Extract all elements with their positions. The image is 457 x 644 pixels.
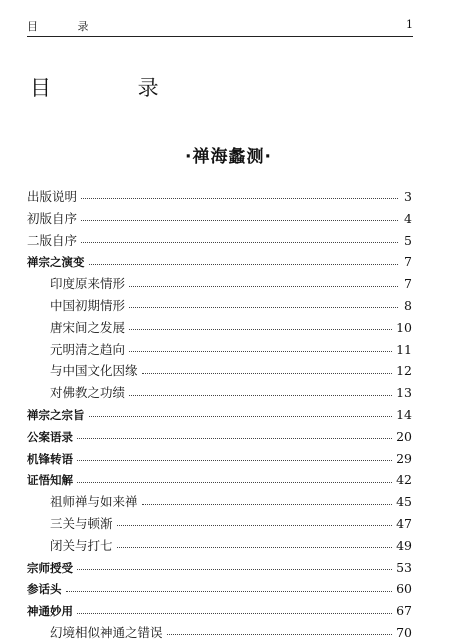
toc-entry-page: 42 bbox=[396, 472, 412, 488]
page-number: 1 bbox=[406, 18, 413, 31]
dot-leader bbox=[167, 634, 393, 635]
dot-leader bbox=[77, 460, 392, 461]
toc-entry-title: 幻境相似神通之错误 bbox=[50, 624, 163, 640]
dot-leader bbox=[77, 482, 392, 483]
running-header-title: 目 录 bbox=[27, 20, 107, 33]
toc-entry-page: 29 bbox=[396, 450, 412, 466]
toc-entry-page: 7 bbox=[404, 254, 412, 270]
dot-leader bbox=[117, 547, 393, 548]
dot-leader bbox=[142, 504, 393, 505]
toc-entry bbox=[27, 600, 412, 622]
dot-leader bbox=[77, 438, 392, 439]
toc-entry-title: 二版自序 bbox=[27, 232, 78, 248]
dot-leader bbox=[129, 307, 398, 308]
toc-entry-title: 禅宗之演变 bbox=[27, 255, 85, 270]
toc-entry bbox=[27, 295, 412, 317]
toc-entry bbox=[27, 513, 412, 535]
dot-leader bbox=[129, 351, 392, 352]
toc-entry-page: 10 bbox=[396, 319, 412, 335]
dot-leader bbox=[117, 525, 393, 526]
dot-leader bbox=[89, 416, 393, 417]
toc-entry bbox=[27, 317, 412, 339]
toc-entry-page: 47 bbox=[396, 515, 412, 531]
dot-leader bbox=[129, 286, 398, 287]
dot-leader bbox=[77, 613, 392, 614]
dot-leader bbox=[66, 591, 393, 592]
toc-entry-title: 中国初期情形 bbox=[50, 297, 126, 313]
toc-entry bbox=[27, 208, 412, 230]
toc-entry-page: 11 bbox=[396, 341, 412, 357]
toc-entry bbox=[27, 273, 412, 295]
toc-entry-title: 机锋转语 bbox=[27, 451, 73, 466]
toc-entry bbox=[27, 360, 412, 382]
toc-entry-title: 对佛教之功绩 bbox=[50, 385, 126, 401]
dot-leader bbox=[89, 264, 399, 265]
toc-entry bbox=[27, 230, 412, 252]
page-title: 目 录 bbox=[30, 76, 199, 100]
toc-entry bbox=[27, 251, 412, 273]
dot-leader bbox=[129, 395, 392, 396]
toc-entry bbox=[27, 448, 412, 470]
toc-entry bbox=[27, 491, 412, 513]
toc-entry-page: 3 bbox=[404, 189, 412, 204]
toc-entry-page: 12 bbox=[396, 363, 412, 379]
toc-entry bbox=[27, 186, 412, 208]
toc-entry-page: 4 bbox=[404, 210, 412, 226]
toc-entry-page: 53 bbox=[396, 559, 412, 575]
toc-entry-page: 70 bbox=[396, 624, 412, 640]
toc-entry bbox=[27, 469, 412, 491]
toc-entry bbox=[27, 622, 412, 644]
toc-entry bbox=[27, 557, 412, 579]
toc-entry bbox=[27, 535, 412, 557]
toc-entry-title: 禅宗之宗旨 bbox=[27, 407, 85, 422]
toc-entry-page: 7 bbox=[404, 276, 412, 292]
toc-entry-title: 印度原来情形 bbox=[50, 276, 126, 292]
dot-leader bbox=[142, 373, 393, 374]
book-title: ·禅海蠡测· bbox=[185, 147, 272, 167]
toc-entry bbox=[27, 404, 412, 426]
running-header bbox=[27, 14, 413, 37]
toc-entry-page: 49 bbox=[396, 537, 412, 553]
toc-entry-page: 5 bbox=[404, 232, 412, 248]
dot-leader bbox=[129, 329, 392, 330]
table-of-contents bbox=[27, 186, 412, 644]
toc-entry-title: 出版说明 bbox=[27, 189, 78, 204]
toc-entry-title: 元明清之趋向 bbox=[50, 341, 126, 357]
toc-entry-page: 45 bbox=[396, 494, 412, 510]
toc-entry-page: 20 bbox=[396, 428, 412, 444]
toc-entry-page: 14 bbox=[396, 406, 412, 422]
toc-entry-title: 与中国文化因缘 bbox=[50, 363, 138, 379]
toc-entry-title: 闭关与打七 bbox=[50, 537, 113, 553]
toc-entry-title: 证悟知解 bbox=[27, 473, 73, 488]
toc-entry-page: 13 bbox=[396, 385, 412, 401]
toc-entry bbox=[27, 578, 412, 600]
toc-entry-title: 三关与顿渐 bbox=[50, 515, 113, 531]
toc-entry-title: 宗师授受 bbox=[27, 560, 73, 575]
toc-entry bbox=[27, 382, 412, 404]
toc-entry-title: 唐宋间之发展 bbox=[50, 319, 126, 335]
toc-entry bbox=[27, 426, 412, 448]
toc-entry-title: 公案语录 bbox=[27, 429, 73, 444]
toc-entry bbox=[27, 339, 412, 361]
dot-leader bbox=[81, 242, 398, 243]
toc-entry-page: 60 bbox=[396, 581, 412, 597]
toc-entry-title: 神通妙用 bbox=[27, 604, 73, 619]
dot-leader bbox=[81, 198, 398, 199]
toc-entry-page: 8 bbox=[404, 297, 412, 313]
dot-leader bbox=[81, 220, 398, 221]
toc-entry-title: 祖师禅与如来禅 bbox=[50, 494, 138, 510]
toc-entry-title: 初版自序 bbox=[27, 210, 78, 226]
toc-entry-page: 67 bbox=[396, 603, 412, 619]
dot-leader bbox=[77, 569, 392, 570]
toc-entry-title: 参话头 bbox=[27, 582, 62, 597]
